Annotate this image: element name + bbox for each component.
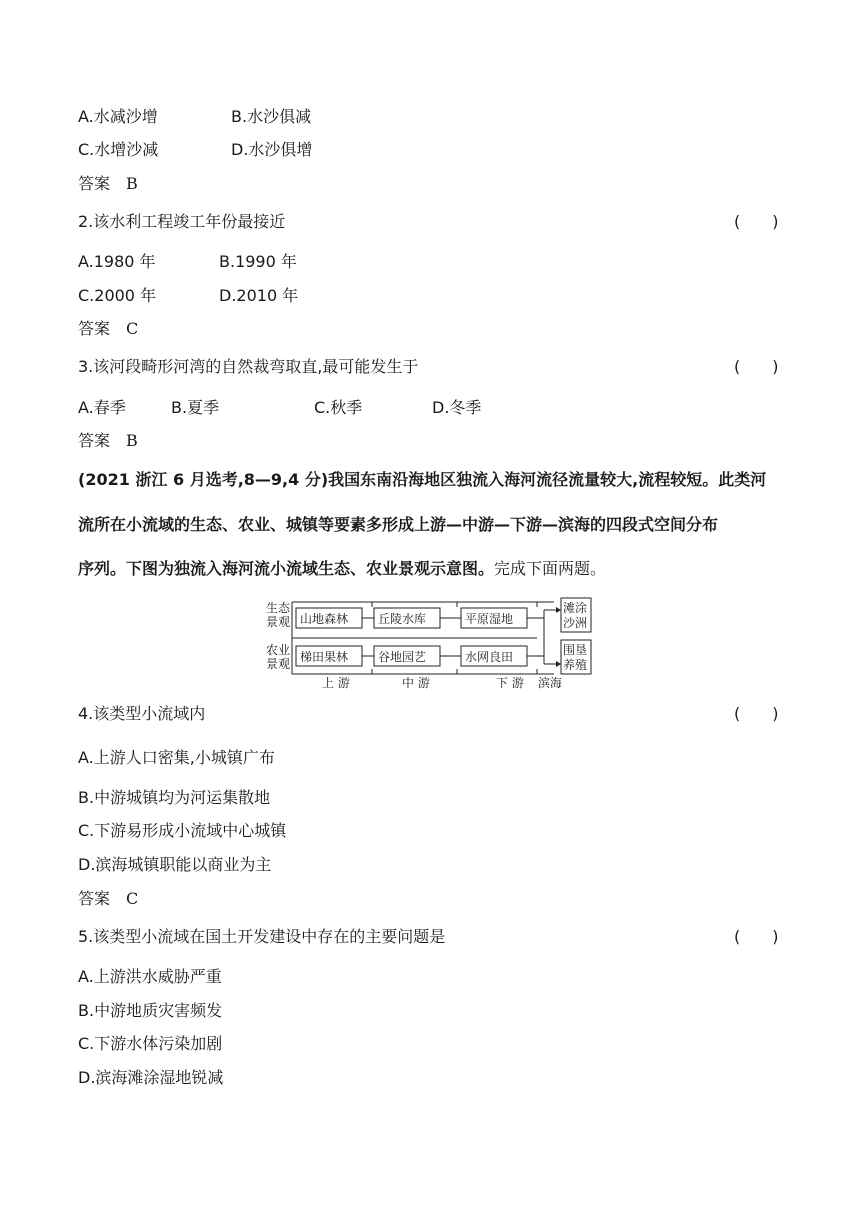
agri-box-water-network-farmland: 水网良田	[465, 650, 514, 664]
q2-stem: 2.该水利工程竣工年份最接近	[78, 212, 286, 231]
answer-label: 答案	[78, 319, 111, 338]
q2-option-c: C.2000 年	[78, 286, 157, 305]
q4-option-b: B.中游城镇均为河运集散地	[78, 788, 271, 807]
intro-line-2	[78, 515, 788, 535]
q2-answer-blank: ( )	[734, 212, 779, 231]
intro-line-1	[78, 470, 788, 490]
q1-option-b: B.水沙俱减	[231, 107, 312, 126]
q3-answer	[78, 431, 138, 451]
zone-midstream: 中 游	[402, 676, 430, 690]
q5-option-c: C.下游水体污染加剧	[78, 1034, 223, 1053]
answer-label: 答案	[78, 889, 111, 908]
q3-option-a: A.春季	[78, 398, 126, 417]
q5-answer-blank: ( )	[734, 927, 779, 946]
q2-option-b: B.1990 年	[219, 252, 297, 271]
intro-line-3	[78, 559, 788, 579]
intro-line-2-text: 流所在小流域的生态、农业、城镇等要素多形成上游—中游—下游—滨海的四段式空间分布	[78, 515, 719, 534]
intro-line-3-bold: 序列。下图为独流入海河流小流域生态、农业景观示意图。	[78, 559, 495, 578]
row2-label-a: 农业	[266, 643, 291, 657]
q3-option-b: B.夏季	[171, 398, 220, 417]
q3-answer-blank: ( )	[734, 357, 779, 376]
intro-line-1-text: (2021 浙江 6 月选考,8—9,4 分)我国东南沿海地区独流入海河流径流量较大,流程较短。此类河	[78, 470, 767, 489]
answer-value: B	[126, 431, 138, 450]
zone-upstream: 上 游	[322, 676, 350, 690]
eco-box-mountain-forest: 山地森林	[300, 612, 349, 626]
q4-stem: 4.该类型小流域内	[78, 704, 206, 723]
answer-value: C	[126, 319, 139, 338]
q4-answer	[78, 889, 138, 909]
q5-option-b: B.中游地质灾害频发	[78, 1001, 223, 1020]
coast-box-aquaculture: 养殖	[563, 658, 588, 672]
q1-option-a: A.水减沙增	[78, 107, 158, 126]
answer-label: 答案	[78, 174, 111, 193]
agri-box-terrace-orchard: 梯田果林	[300, 650, 349, 664]
eco-box-plain-wetland: 平原湿地	[465, 612, 514, 626]
coast-box-tidal-flat: 滩涂	[563, 601, 588, 615]
q5-option-d: D.滨海滩涂湿地锐减	[78, 1068, 224, 1087]
q4-option-a: A.上游人口密集,小城镇广布	[78, 748, 275, 767]
intro-line-3-normal: 完成下面两题。	[494, 559, 607, 578]
row1-label-a: 生态	[266, 601, 291, 615]
eco-box-hill-reservoir: 丘陵水库	[378, 612, 427, 626]
q5-option-a: A.上游洪水威胁严重	[78, 967, 222, 986]
row1-label-b: 景观	[266, 615, 291, 629]
q2-option-d: D.2010 年	[219, 286, 299, 305]
q3-option-d: D.冬季	[432, 398, 482, 417]
q1-answer	[78, 174, 138, 194]
zone-downstream: 下 游	[496, 676, 524, 690]
q2-option-a: A.1980 年	[78, 252, 156, 271]
q1-option-d: D.水沙俱增	[231, 140, 313, 159]
q4-option-d: D.滨海城镇职能以商业为主	[78, 855, 272, 874]
q1-option-c: C.水增沙减	[78, 140, 159, 159]
q4-option-c: C.下游易形成小流域中心城镇	[78, 821, 287, 840]
answer-value: C	[126, 889, 139, 908]
q3-option-c: C.秋季	[314, 398, 363, 417]
coast-box-reclamation: 围垦	[563, 643, 588, 657]
q5-stem: 5.该类型小流域在国土开发建设中存在的主要问题是	[78, 927, 446, 946]
answer-label: 答案	[78, 431, 111, 450]
coast-box-sandbar: 沙洲	[563, 616, 588, 630]
q3-stem: 3.该河段畸形河湾的自然裁弯取直,最可能发生于	[78, 357, 419, 376]
agri-box-valley-horticulture: 谷地园艺	[378, 650, 427, 664]
q2-answer	[78, 319, 138, 339]
zone-coastal: 滨海	[538, 676, 563, 690]
row2-label-b: 景观	[266, 657, 291, 671]
landscape-diagram	[262, 594, 592, 690]
q4-answer-blank: ( )	[734, 704, 779, 723]
answer-value: B	[126, 174, 138, 193]
